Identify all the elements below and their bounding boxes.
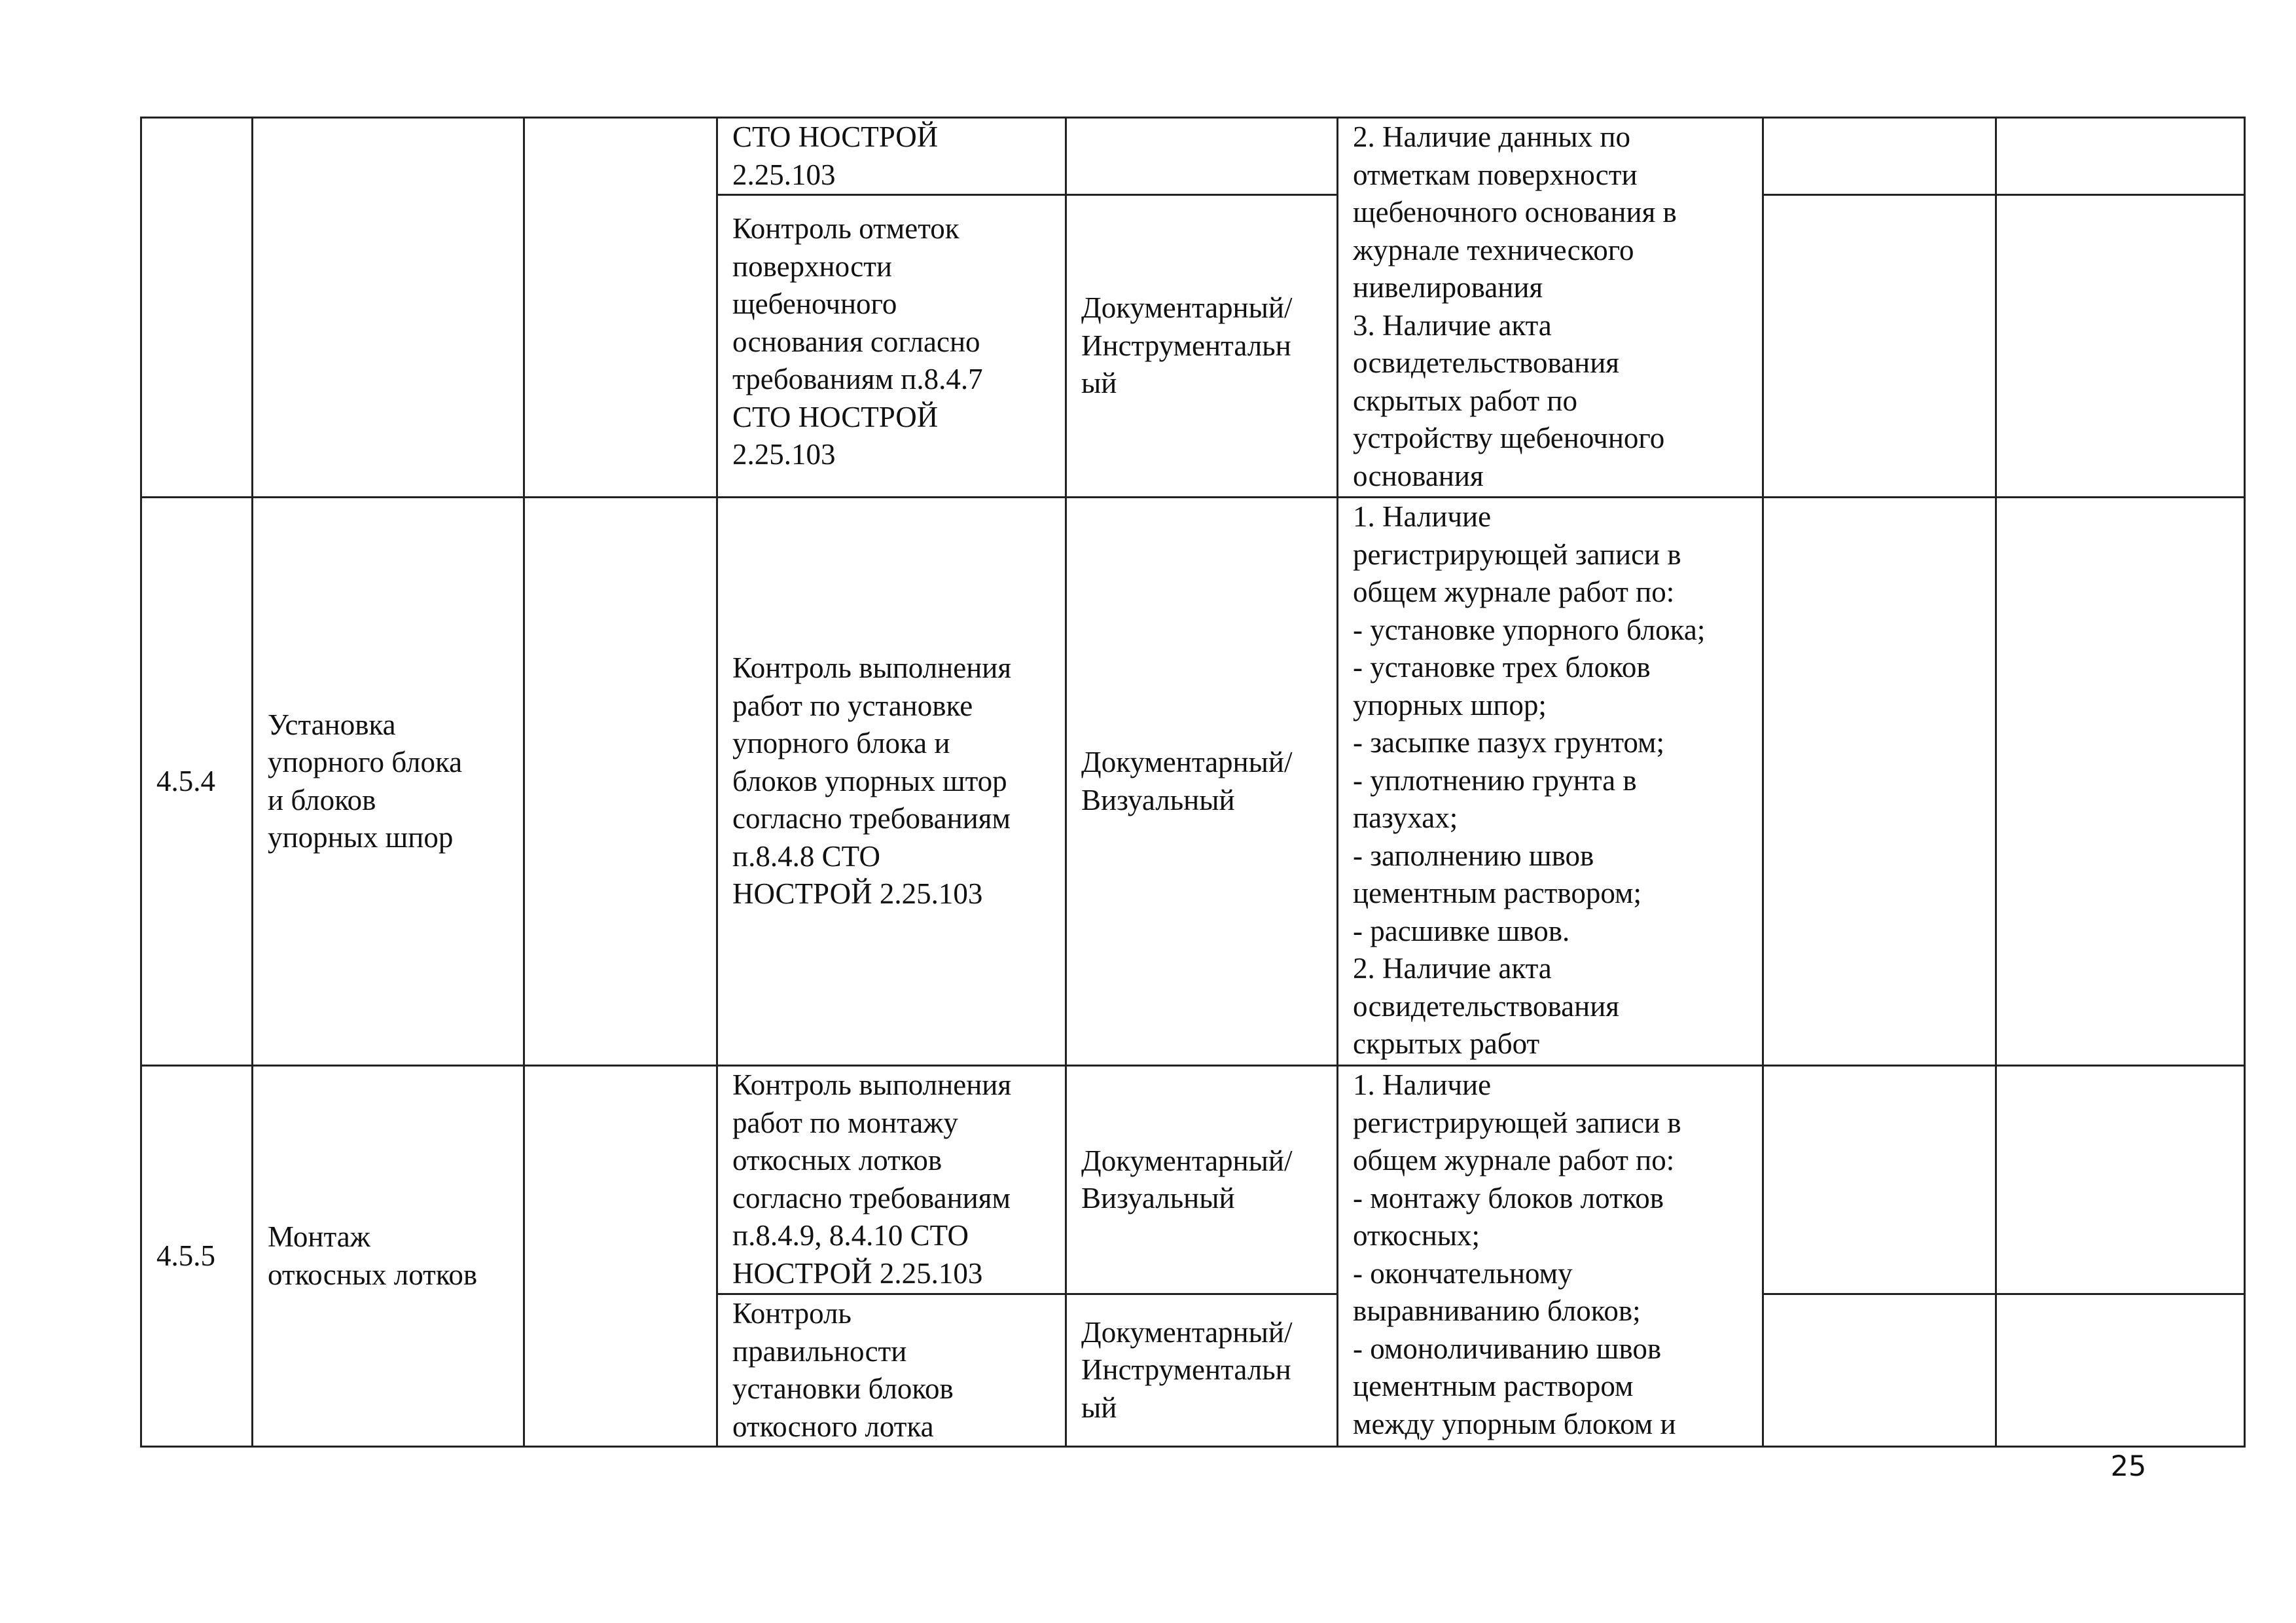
empty-cell <box>1763 498 1996 1066</box>
work-name-cell <box>253 118 524 498</box>
empty-cell <box>1996 118 2245 195</box>
empty-cell <box>1763 1066 1996 1294</box>
result-cell: 2. Наличие данных по отметкам поверхности щебеночного основания в журнале технического нивелирования 3. Наличие акта освидетельствования скрытых работ по устройству щебеночного основания <box>1338 118 1763 498</box>
control-method-cell: Документарный/ Визуальный <box>1066 498 1338 1066</box>
empty-cell <box>1763 1294 1996 1447</box>
empty-cell <box>1763 195 1996 498</box>
control-description-cell: Контроль выполнения работ по монтажу откосных лотков согласно требованиям п.8.4.9, 8.4.10 СТО НОСТРОЙ 2.25.103 <box>717 1066 1066 1294</box>
empty-cell <box>524 1066 717 1447</box>
result-cell: 1. Наличие регистрирующей записи в общем журнале работ по: - установке упорного блока; - установке трех блоков упорных шпор; - засыпке пазух грунтом; - уплотнению грунта в пазухах; - заполнению швов цементным раствором; - расшивке швов. 2. Наличие акта освидетельствования скрытых работ <box>1338 498 1763 1066</box>
empty-cell <box>524 118 717 498</box>
result-cell: 1. Наличие регистрирующей записи в общем журнале работ по: - монтажу блоков лотков откосных; - окончательному выравниванию блоков; - омоноличиванию швов цементным раствором между упорным блоком и <box>1338 1066 1763 1447</box>
empty-cell <box>1996 498 2245 1066</box>
control-description-cell: СТО НОСТРОЙ 2.25.103 <box>717 118 1066 195</box>
control-method-cell: Документарный/ Инструментальн ый <box>1066 195 1338 498</box>
control-method-cell <box>1066 118 1338 195</box>
work-name-cell: Установка упорного блока и блоков упорных шпор <box>253 498 524 1066</box>
row-number-cell <box>141 118 253 498</box>
control-description-cell: Контроль правильности установки блоков откосного лотка <box>717 1294 1066 1447</box>
work-name-cell: Монтаж откосных лотков <box>253 1066 524 1447</box>
control-description-cell: Контроль отметок поверхности щебеночного основания согласно требованиям п.8.4.7 СТО НОСТРОЙ 2.25.103 <box>717 195 1066 498</box>
page-number: 25 <box>2110 1450 2147 1483</box>
table-row <box>141 498 2245 1066</box>
empty-cell <box>1996 1066 2245 1294</box>
empty-cell <box>524 498 717 1066</box>
empty-cell <box>1763 118 1996 195</box>
table-row <box>141 1066 2245 1294</box>
empty-cell <box>1996 1294 2245 1447</box>
row-number-cell: 4.5.5 <box>141 1066 253 1447</box>
row-number-cell: 4.5.4 <box>141 498 253 1066</box>
control-method-cell: Документарный/ Инструментальн ый <box>1066 1294 1338 1447</box>
control-description-cell: Контроль выполнения работ по установке упорного блока и блоков упорных штор согласно требованиям п.8.4.8 СТО НОСТРОЙ 2.25.103 <box>717 498 1066 1066</box>
empty-cell <box>1996 195 2245 498</box>
control-method-cell: Документарный/ Визуальный <box>1066 1066 1338 1294</box>
table-row <box>141 118 2245 195</box>
control-table <box>140 117 2246 1448</box>
